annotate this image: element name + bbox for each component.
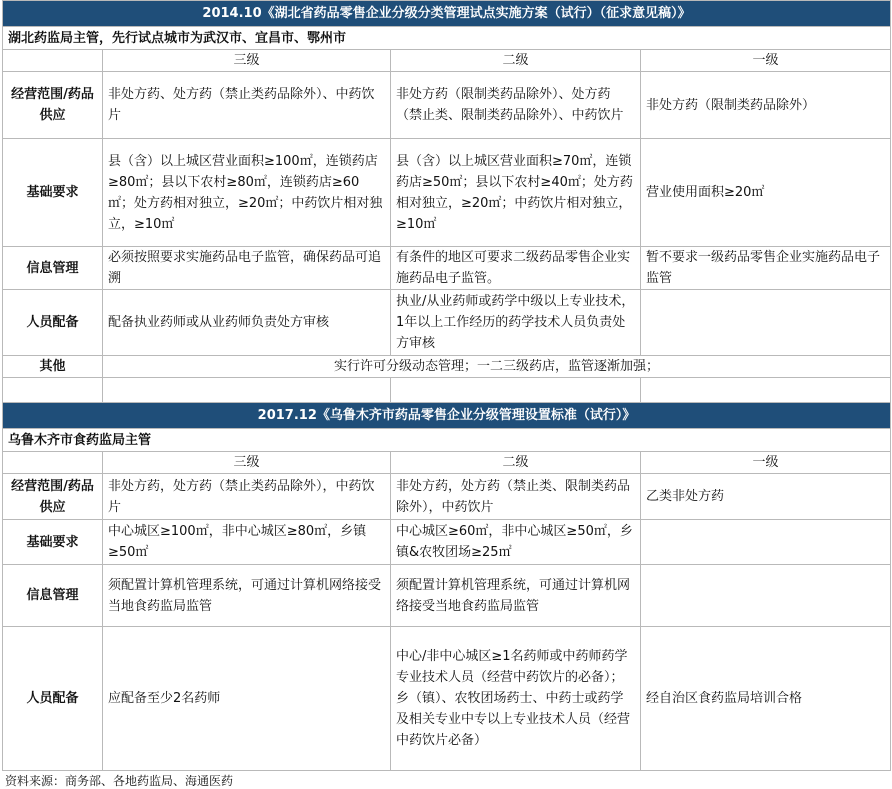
- table-row: [3, 474, 891, 520]
- cell-level1: 非处方药（限制类药品除外）: [641, 72, 891, 139]
- level-header-1: 一级: [641, 452, 891, 474]
- table-row: [3, 627, 891, 771]
- cell-level3: 必须按照要求实施药品电子监管，确保药品可追溯: [103, 247, 391, 290]
- cell-level1: 营业使用面积≥20㎡: [641, 139, 891, 247]
- row-label: 信息管理: [3, 247, 103, 290]
- section2-subtitle-row: [3, 429, 891, 452]
- level-header-3: 三级: [103, 452, 391, 474]
- section1-title-row: [3, 1, 891, 27]
- cell-level1: 经自治区食药监局培训合格: [641, 627, 891, 771]
- cell-level3: 须配置计算机管理系统，可通过计算机网络接受当地食药监局监管: [103, 565, 391, 627]
- level-header-2: 二级: [391, 452, 641, 474]
- cell-level3: 非处方药，处方药（禁止类药品除外），中药饮片: [103, 474, 391, 520]
- section1-other-row: [3, 356, 891, 378]
- level-header-blank: [3, 452, 103, 474]
- cell-level2: 中心/非中心城区≥1名药师或中药师药学专业技术人员（经营中药饮片的必备）；乡（镇）、农牧团场药士、中药士或药学及相关专业中专以上专业技术人员（经营中药饮片必备）: [391, 627, 641, 771]
- level-header-2: 二级: [391, 50, 641, 72]
- section2-level-header: [3, 452, 891, 474]
- section1-level-header: [3, 50, 891, 72]
- section1-title: 2014.10《湖北省药品零售企业分级分类管理试点实施方案（试行）（征求意见稿）》: [3, 1, 891, 27]
- policy-comparison-page: [2, 0, 890, 789]
- cell-level2: 有条件的地区可要求二级药品零售企业实施药品电子监管。: [391, 247, 641, 290]
- table-row: [3, 290, 891, 356]
- cell-level2: 执业/从业药师或药学中级以上专业技术，1年以上工作经历的药学技术人员负责处方审核: [391, 290, 641, 356]
- section2-title-row: [3, 403, 891, 429]
- section-gap: [3, 378, 891, 403]
- table-row: [3, 139, 891, 247]
- table-row: [3, 72, 891, 139]
- policy-table: [2, 0, 891, 771]
- row-label: 基础要求: [3, 139, 103, 247]
- gap-cell: [391, 378, 641, 403]
- section2-subtitle: 乌鲁木齐市食药监局主管: [3, 429, 891, 452]
- source-note: 资料来源：商务部、各地药监局、海通医药: [5, 774, 234, 788]
- cell-level1: 暂不要求一级药品零售企业实施药品电子监管: [641, 247, 891, 290]
- table-row: [3, 520, 891, 565]
- cell-level3: 非处方药、处方药（禁止类药品除外）、中药饮片: [103, 72, 391, 139]
- cell-level3: 应配备至少2名药师: [103, 627, 391, 771]
- row-label: 基础要求: [3, 520, 103, 565]
- row-label: 信息管理: [3, 565, 103, 627]
- cell-level1: [641, 520, 891, 565]
- cell-level2: 中心城区≥60㎡，非中心城区≥50㎡，乡镇&农牧团场≥25㎡: [391, 520, 641, 565]
- row-label: 经营范围/药品供应: [3, 474, 103, 520]
- level-header-blank: [3, 50, 103, 72]
- cell-level3: 县（含）以上城区营业面积≥100㎡，连锁药店≥80㎡；县以下农村≥80㎡，连锁药店≥60㎡；处方药相对独立，≥20㎡；中药饮片相对独立，≥10㎡: [103, 139, 391, 247]
- cell-level1: [641, 290, 891, 356]
- row-label: 人员配备: [3, 290, 103, 356]
- section1-subtitle-row: [3, 27, 891, 50]
- cell-level2: 县（含）以上城区营业面积≥70㎡，连锁药店≥50㎡；县以下农村≥40㎡；处方药相对独立，≥20㎡；中药饮片相对独立，≥10㎡: [391, 139, 641, 247]
- row-label: 人员配备: [3, 627, 103, 771]
- row-label: 经营范围/药品供应: [3, 72, 103, 139]
- gap-cell: [103, 378, 391, 403]
- other-text: 实行许可分级动态管理；一二三级药店，监管逐渐加强；: [103, 356, 891, 378]
- cell-level2: 非处方药（限制类药品除外）、处方药（禁止类、限制类药品除外）、中药饮片: [391, 72, 641, 139]
- section2-title: 2017.12《乌鲁木齐市药品零售企业分级管理设置标准（试行）》: [3, 403, 891, 429]
- cell-level2: 须配置计算机管理系统，可通过计算机网络接受当地食药监局监管: [391, 565, 641, 627]
- cell-level1: 乙类非处方药: [641, 474, 891, 520]
- cell-level3: 中心城区≥100㎡，非中心城区≥80㎡，乡镇≥50㎡: [103, 520, 391, 565]
- gap-cell: [641, 378, 891, 403]
- other-label: 其他: [3, 356, 103, 378]
- table-row: [3, 565, 891, 627]
- cell-level3: 配备执业药师或从业药师负责处方审核: [103, 290, 391, 356]
- level-header-1: 一级: [641, 50, 891, 72]
- section1-subtitle: 湖北药监局主管，先行试点城市为武汉市、宜昌市、鄂州市: [3, 27, 891, 50]
- gap-cell: [3, 378, 103, 403]
- table-row: [3, 247, 891, 290]
- cell-level2: 非处方药，处方药（禁止类、限制类药品除外），中药饮片: [391, 474, 641, 520]
- cell-level1: [641, 565, 891, 627]
- level-header-3: 三级: [103, 50, 391, 72]
